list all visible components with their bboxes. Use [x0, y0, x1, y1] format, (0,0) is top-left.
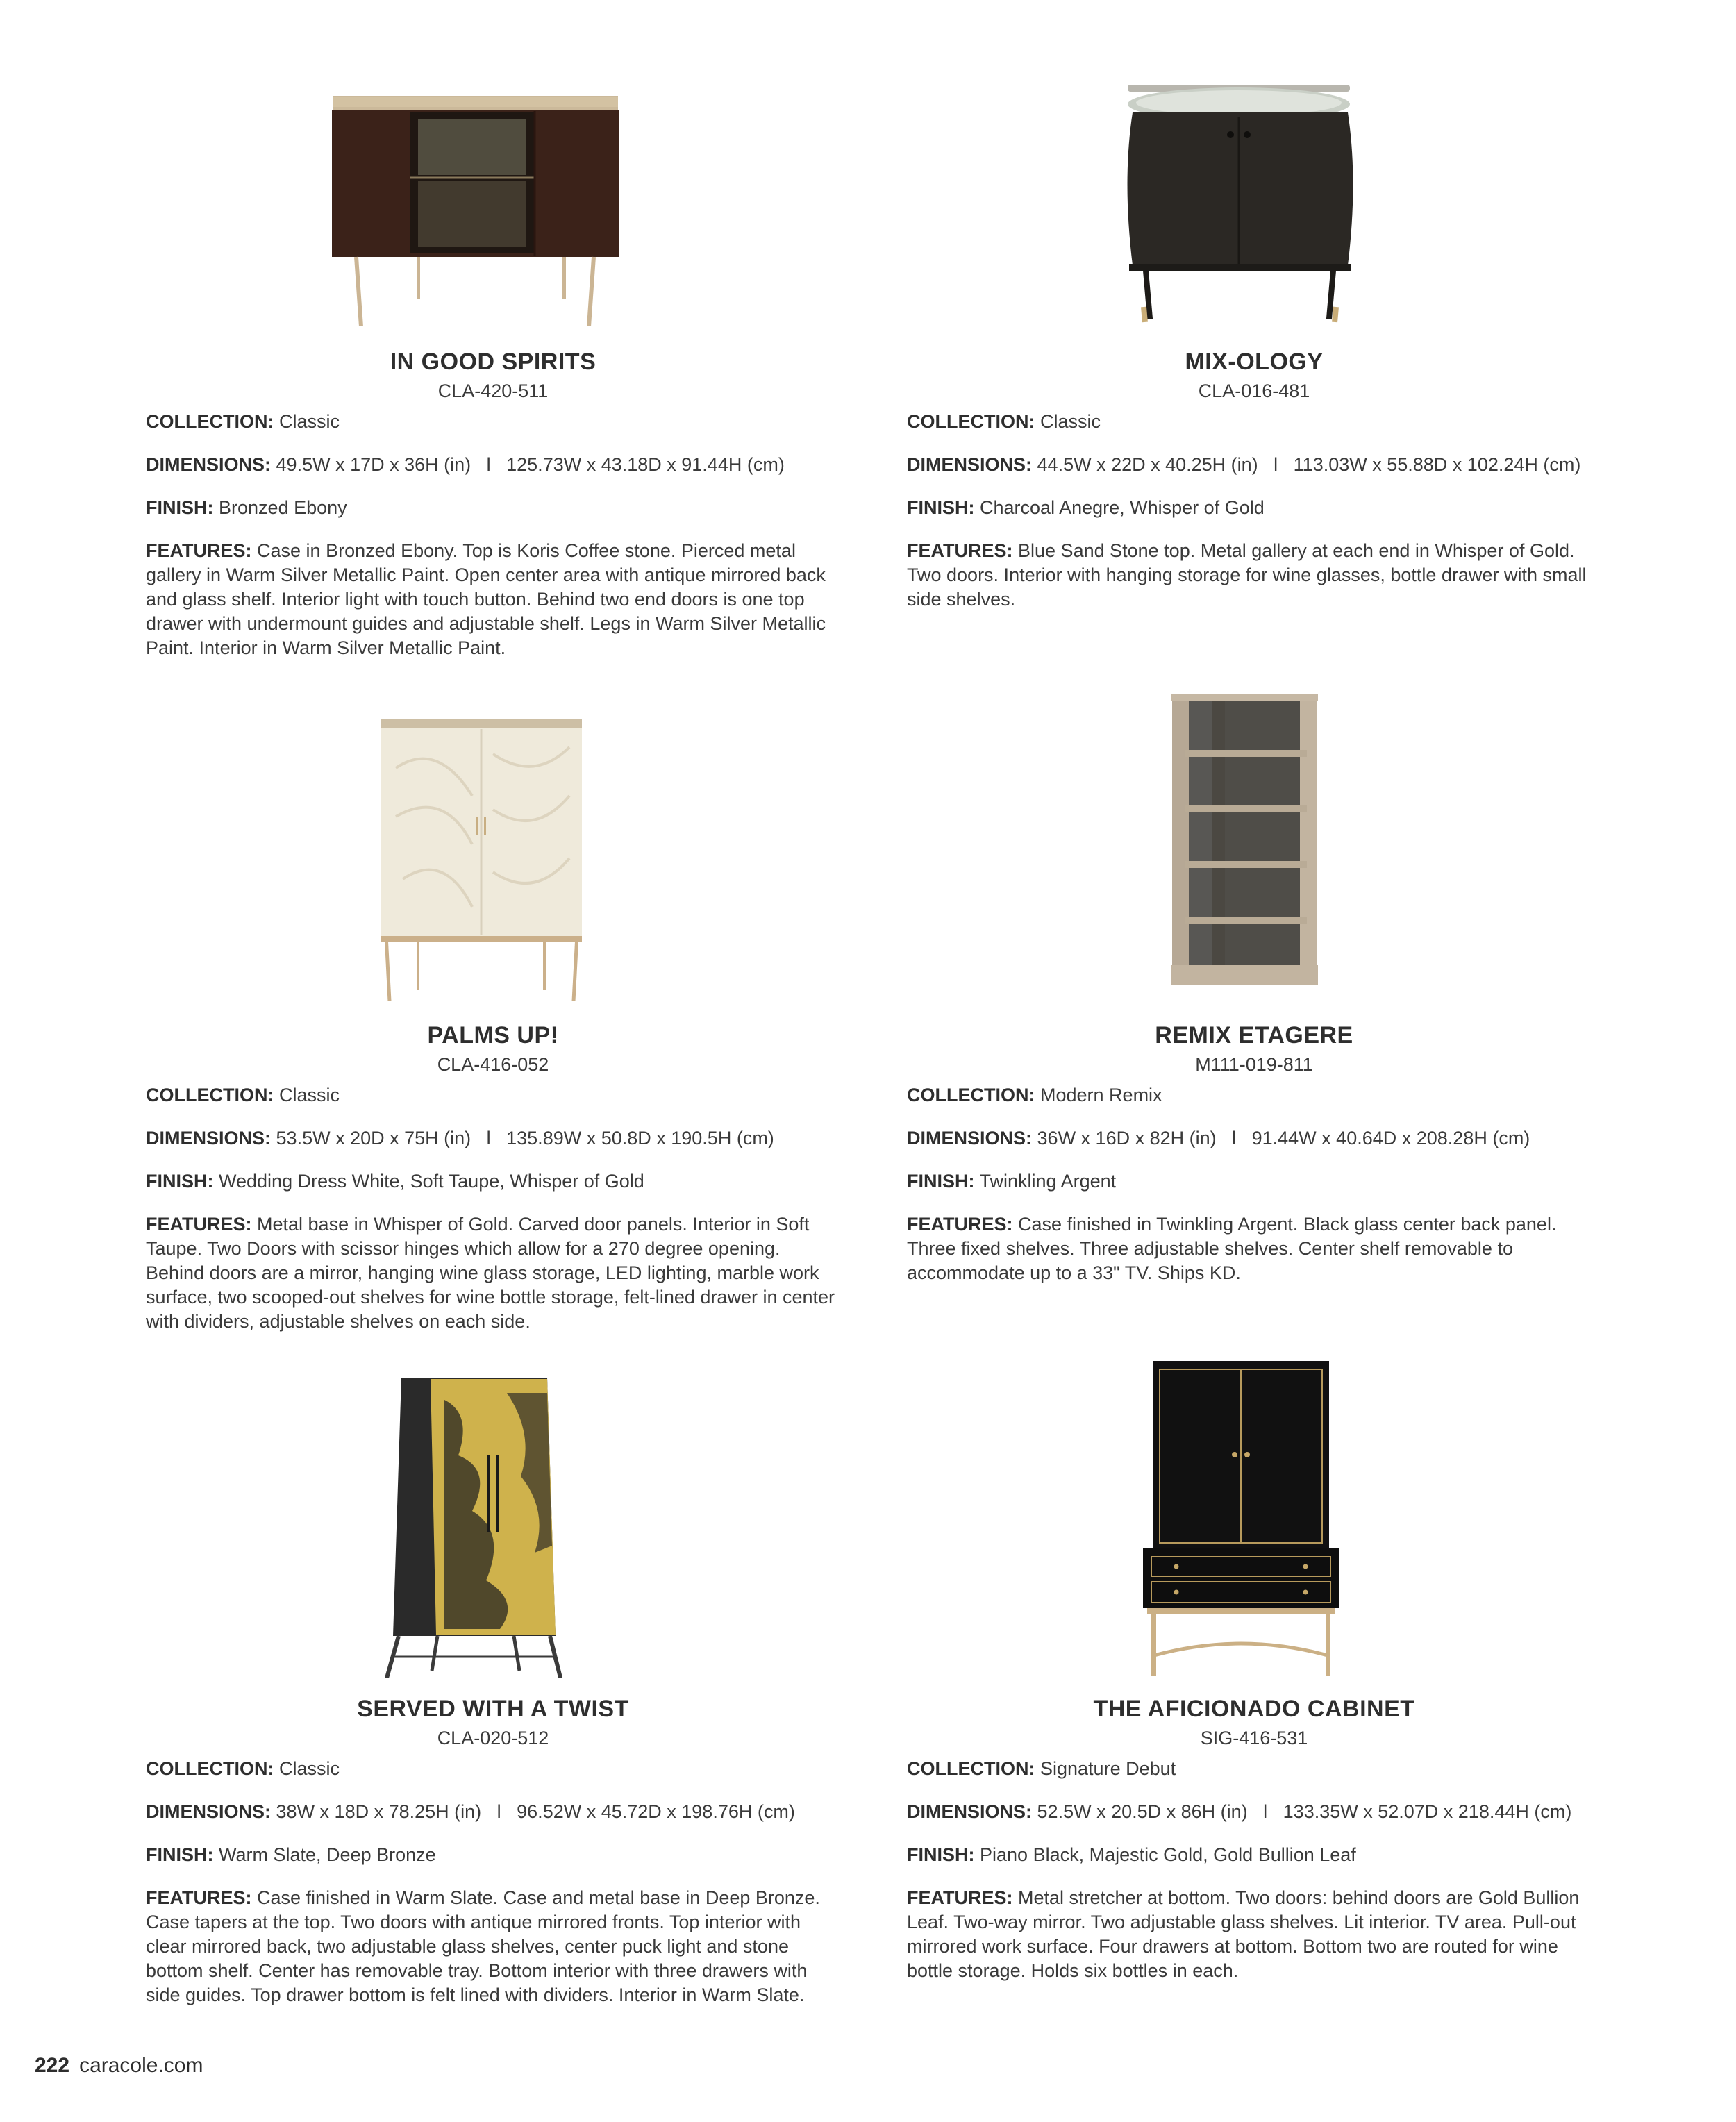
features-row: FEATURES: Blue Sand Stone top. Metal gallery at each end in Whisper of Gold. Two doors. Interior with hanging storage for wine glasses, bottle drawer with small side shelves.	[907, 540, 1587, 610]
features-value: Blue Sand Stone top. Metal gallery at each end in Whisper of Gold. Two doors. Interior with hanging storage for wine glasses, bottle drawer with small side shelves.	[907, 540, 1587, 610]
finish-value: Twinkling Argent	[979, 1171, 1117, 1192]
website-link[interactable]: caracole.com	[79, 2054, 203, 2077]
bar-cart-image	[907, 76, 1601, 326]
features-value: Case finished in Twinkling Argent. Black glass center back panel. Three fixed shelves. Three adjustable shelves. Center shelf removable to accommodate up to a 33" TV. Ships KD.	[907, 1214, 1557, 1283]
product-specs	[907, 1083, 1601, 1304]
features-row: FEATURES: Case finished in Twinkling Argent. Black glass center back panel. Three fixed shelves. Three adjustable shelves. Center shelf removable to accommodate up to a 33" TV. Ships KD.	[907, 1214, 1557, 1283]
collection-row: COLLECTION: Classic	[146, 411, 340, 432]
dimensions-row: DIMENSIONS: 53.5W x 20D x 75H (in) l 135.89W x 50.8D x 190.5H (cm)	[146, 1128, 774, 1148]
features-value: Case finished in Warm Slate. Case and metal base in Deep Bronze. Case tapers at the top. Two doors with antique mirrored fronts. Top interior with clear mirrored back, two adjustable glass shelves, center puck light and stone bottom shelf. Center has removable tray. Bottom interior with three drawers with side guides. Top drawer bottom is felt lined with dividers. Interior in Warm Slate.	[146, 1887, 820, 2005]
dimensions-value: 53.5W x 20D x 75H (in) l 135.89W x 50.8D x 190.5H (cm)	[276, 1128, 774, 1148]
page-number: 222	[35, 2054, 70, 2077]
product-name: REMIX ETAGERE	[1155, 1022, 1353, 1049]
features-value: Case in Bronzed Ebony. Top is Koris Coffee stone. Pierced metal gallery in Warm Silver Metallic Paint. Open center area with antique mirrored back and glass shelf. Interior light with touch button. Behind two end doors is one top drawer with undermount guides and adjustable shelf. Legs in Warm Silver Metallic Paint. Interior in Warm Silver Metallic Paint.	[146, 540, 826, 658]
product-sku: CLA-016-481	[1198, 381, 1310, 401]
aficionado-cabinet-image	[907, 1361, 1601, 1680]
product-specs	[146, 410, 840, 679]
features-value: Metal stretcher at bottom. Two doors: behind doors are Gold Bullion Leaf. Two-way mirror. Two adjustable glass shelves. Lit interior. TV area. Pull-out mirrored work surface. Four drawers at bottom. Bottom two are routed for wine bottle storage. Holds six bottles in each.	[907, 1887, 1580, 1981]
collection-row: COLLECTION: Classic	[146, 1085, 340, 1105]
finish-value: Warm Slate, Deep Bronze	[219, 1844, 436, 1865]
finish-row: FINISH: Warm Slate, Deep Bronze	[146, 1844, 436, 1865]
features-row: FEATURES: Case finished in Warm Slate. Case and metal base in Deep Bronze. Case tapers at the top. Two doors with antique mirrored fronts. Top interior with clear mirrored back, two adjustable glass shelves, center puck light and stone bottom shelf. Center has removable tray. Bottom interior with three drawers with side guides. Top drawer bottom is felt lined with dividers. Interior in Warm Slate.	[146, 1887, 820, 2005]
collection-row: COLLECTION: Signature Debut	[907, 1758, 1176, 1779]
finish-row: FINISH: Wedding Dress White, Soft Taupe, Whisper of Gold	[146, 1171, 644, 1192]
dimensions-value: 36W x 16D x 82H (in) l 91.44W x 40.64D x 208.28H (cm)	[1037, 1128, 1530, 1148]
tall-cabinet-image	[146, 1372, 840, 1678]
features-row: FEATURES: Metal base in Whisper of Gold. Carved door panels. Interior in Soft Taupe. Two Doors with scissor hinges which allow for a 270 degree opening. Behind doors are a mirror, hanging wine glass storage, LED lighting, marble work surface, two scooped-out shelves for wine bottle storage, felt-lined drawer in center with dividers, adjustable shelves on each side.	[146, 1214, 835, 1332]
bar-cabinet-image	[146, 76, 840, 326]
product-specs	[146, 1757, 840, 2026]
product-name: PALMS UP!	[427, 1022, 559, 1049]
collection-value: Classic	[279, 411, 340, 432]
product-sku: CLA-020-512	[437, 1728, 549, 1748]
dimensions-row: DIMENSIONS: 38W x 18D x 78.25H (in) l 96.52W x 45.72D x 198.76H (cm)	[146, 1801, 795, 1822]
collection-value: Modern Remix	[1040, 1085, 1162, 1105]
product-specs	[907, 1757, 1601, 2002]
dimensions-value: 49.5W x 17D x 36H (in) l 125.73W x 43.18D x 91.44H (cm)	[276, 454, 785, 475]
product-sku: CLA-420-511	[437, 381, 549, 401]
dimensions-value: 44.5W x 22D x 40.25H (in) l 113.03W x 55.88D x 102.24H (cm)	[1037, 454, 1581, 475]
features-value: Metal base in Whisper of Gold. Carved door panels. Interior in Soft Taupe. Two Doors with scissor hinges which allow for a 270 degree opening. Behind doors are a mirror, hanging wine glass storage, LED lighting, marble work surface, two scooped-out shelves for wine bottle storage, felt-lined drawer in center with dividers, adjustable shelves on each side.	[146, 1214, 835, 1332]
product-name: SERVED WITH A TWIST	[357, 1696, 629, 1722]
finish-value: Charcoal Anegre, Whisper of Gold	[980, 497, 1265, 518]
finish-row: FINISH: Bronzed Ebony	[146, 497, 347, 518]
product-specs	[907, 410, 1601, 630]
collection-row: COLLECTION: Modern Remix	[907, 1085, 1162, 1105]
product-image	[907, 1361, 1601, 1680]
dimensions-row: DIMENSIONS: 44.5W x 22D x 40.25H (in) l 113.03W x 55.88D x 102.24H (cm)	[907, 454, 1581, 475]
etagere-image	[907, 694, 1601, 1000]
product-name: MIX-OLOGY	[1185, 349, 1324, 375]
collection-row: COLLECTION: Classic	[146, 1758, 340, 1779]
product-name: THE AFICIONADO CABINET	[1093, 1696, 1415, 1722]
product-image	[907, 694, 1601, 1014]
product-image	[146, 1372, 840, 1691]
product-image	[146, 76, 840, 396]
finish-value: Piano Black, Majestic Gold, Gold Bullion Leaf	[980, 1844, 1356, 1865]
product-specs	[146, 1083, 840, 1353]
finish-value: Wedding Dress White, Soft Taupe, Whisper of Gold	[219, 1171, 644, 1192]
collection-value: Classic	[1040, 411, 1101, 432]
dimensions-value: 38W x 18D x 78.25H (in) l 96.52W x 45.72D x 198.76H (cm)	[276, 1801, 795, 1822]
dimensions-row: DIMENSIONS: 36W x 16D x 82H (in) l 91.44W x 40.64D x 208.28H (cm)	[907, 1128, 1530, 1148]
dimensions-value: 52.5W x 20.5D x 86H (in) l 133.35W x 52.07D x 218.44H (cm)	[1037, 1801, 1572, 1822]
collection-row: COLLECTION: Classic	[907, 411, 1101, 432]
collection-value: Signature Debut	[1040, 1758, 1176, 1779]
product-image	[907, 76, 1601, 396]
product-sku: SIG-416-531	[1200, 1728, 1308, 1748]
dimensions-row: DIMENSIONS: 49.5W x 17D x 36H (in) l 125.73W x 43.18D x 91.44H (cm)	[146, 454, 785, 475]
product-sku: M111-019-811	[1195, 1054, 1313, 1075]
collection-value: Classic	[279, 1758, 340, 1779]
dimensions-row: DIMENSIONS: 52.5W x 20.5D x 86H (in) l 133.35W x 52.07D x 218.44H (cm)	[907, 1801, 1572, 1822]
features-row: FEATURES: Metal stretcher at bottom. Two doors: behind doors are Gold Bullion Leaf. Two-way mirror. Two adjustable glass shelves. Lit interior. TV area. Pull-out mirrored work surface. Four drawers at bottom. Bottom two are routed for wine bottle storage. Holds six bottles in each.	[907, 1887, 1580, 1981]
finish-row: FINISH: Piano Black, Majestic Gold, Gold Bullion Leaf	[907, 1844, 1356, 1865]
collection-value: Classic	[279, 1085, 340, 1105]
product-image	[146, 712, 840, 1032]
product-name: IN GOOD SPIRITS	[390, 349, 596, 375]
page-footer	[35, 2054, 203, 2078]
finish-value: Bronzed Ebony	[219, 497, 347, 518]
features-row: FEATURES: Case in Bronzed Ebony. Top is Koris Coffee stone. Pierced metal gallery in Warm Silver Metallic Paint. Open center area with antique mirrored back and glass shelf. Interior light with touch button. Behind two end doors is one top drawer with undermount guides and adjustable shelf. Legs in Warm Silver Metallic Paint. Interior in Warm Silver Metallic Paint.	[146, 540, 826, 658]
finish-row: FINISH: Charcoal Anegre, Whisper of Gold	[907, 497, 1265, 518]
product-sku: CLA-416-052	[437, 1054, 549, 1075]
finish-row: FINISH: Twinkling Argent	[907, 1171, 1117, 1192]
armoire-image	[146, 712, 840, 1004]
